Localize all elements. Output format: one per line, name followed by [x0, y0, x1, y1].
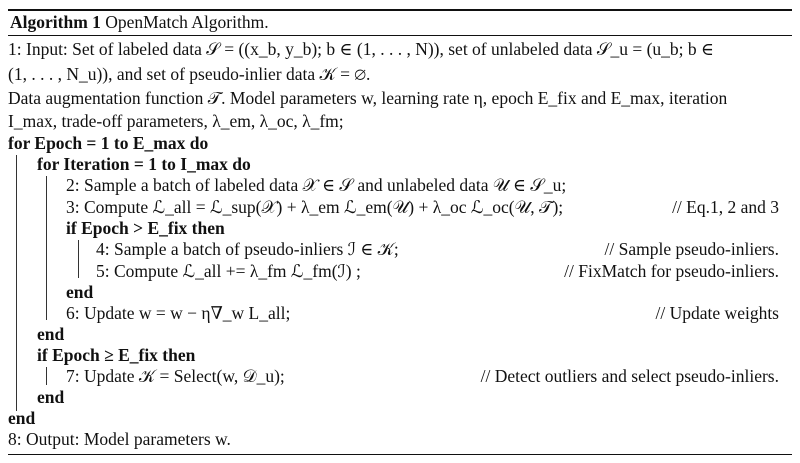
if2-scope-bar — [46, 367, 47, 385]
comment-3: // Eq.1, 2 and 3 — [672, 197, 779, 217]
epoch-scope-bar — [16, 155, 17, 411]
line-7: 7: Update 𝒦 = Select(w, 𝒟_u); — [66, 366, 285, 386]
iteration-scope-bar — [46, 176, 47, 320]
end-if-1: end — [66, 282, 94, 302]
if-epoch-fix-2: if Epoch ≥ E_fix then — [37, 345, 196, 365]
caption-rule — [8, 35, 792, 36]
line-6: 6: Update w = w − η∇_w L_all; — [66, 303, 291, 323]
line-3: 3: Compute ℒ_all = ℒ_sup(𝒳) + λ_em ℒ_em(𝒰) + λ_oc ℒ_oc(𝒰, 𝒯); — [66, 197, 564, 217]
line-1a: 1: Input: Set of labeled data 𝒮 = ((x_b, y_b); b ∈ (1, . . . , N)), set of unlabeled data 𝒮_u = (u_b; b ∈ — [8, 39, 714, 59]
for-epoch: for Epoch = 1 to E_max do — [8, 133, 209, 153]
algorithm-caption — [10, 12, 269, 33]
if-epoch-fix-1: if Epoch > E_fix then — [66, 218, 225, 238]
comment-6: // Update weights — [655, 303, 779, 323]
end-epoch: end — [8, 408, 36, 428]
line-4: 4: Sample a batch of pseudo-inliers ℐ ∈ 𝒦; — [96, 239, 399, 259]
if1-scope-bar — [78, 240, 79, 278]
caption-label: Algorithm 1 — [10, 12, 101, 32]
comment-7: // Detect outliers and select pseudo-inliers. — [480, 366, 779, 386]
line-5: 5: Compute ℒ_all += λ_fm ℒ_fm(ℐ) ; — [96, 261, 361, 281]
line-1c: Data augmentation function 𝒯. Model parameters w, learning rate η, epoch E_fix and E_max, iteration — [8, 88, 728, 108]
for-iteration: for Iteration = 1 to I_max do — [37, 154, 251, 174]
caption-title: OpenMatch Algorithm. — [105, 12, 269, 32]
line-2: 2: Sample a batch of labeled data 𝒳 ∈ 𝒮 and unlabeled data 𝒰 ∈ 𝒮_u; — [66, 175, 567, 195]
bottom-rule — [8, 454, 792, 455]
line-1b: (1, . . . , N_u)), and set of pseudo-inlier data 𝒦 = ∅. — [8, 64, 371, 84]
comment-5: // FixMatch for pseudo-inliers. — [564, 261, 779, 281]
comment-4: // Sample pseudo-inliers. — [604, 239, 779, 259]
end-iteration: end — [37, 324, 65, 344]
end-if-2: end — [37, 387, 65, 407]
line-1d: I_max, trade-off parameters, λ_em, λ_oc, λ_fm; — [8, 111, 344, 131]
top-rule — [8, 9, 792, 11]
line-8: 8: Output: Model parameters w. — [8, 429, 231, 449]
